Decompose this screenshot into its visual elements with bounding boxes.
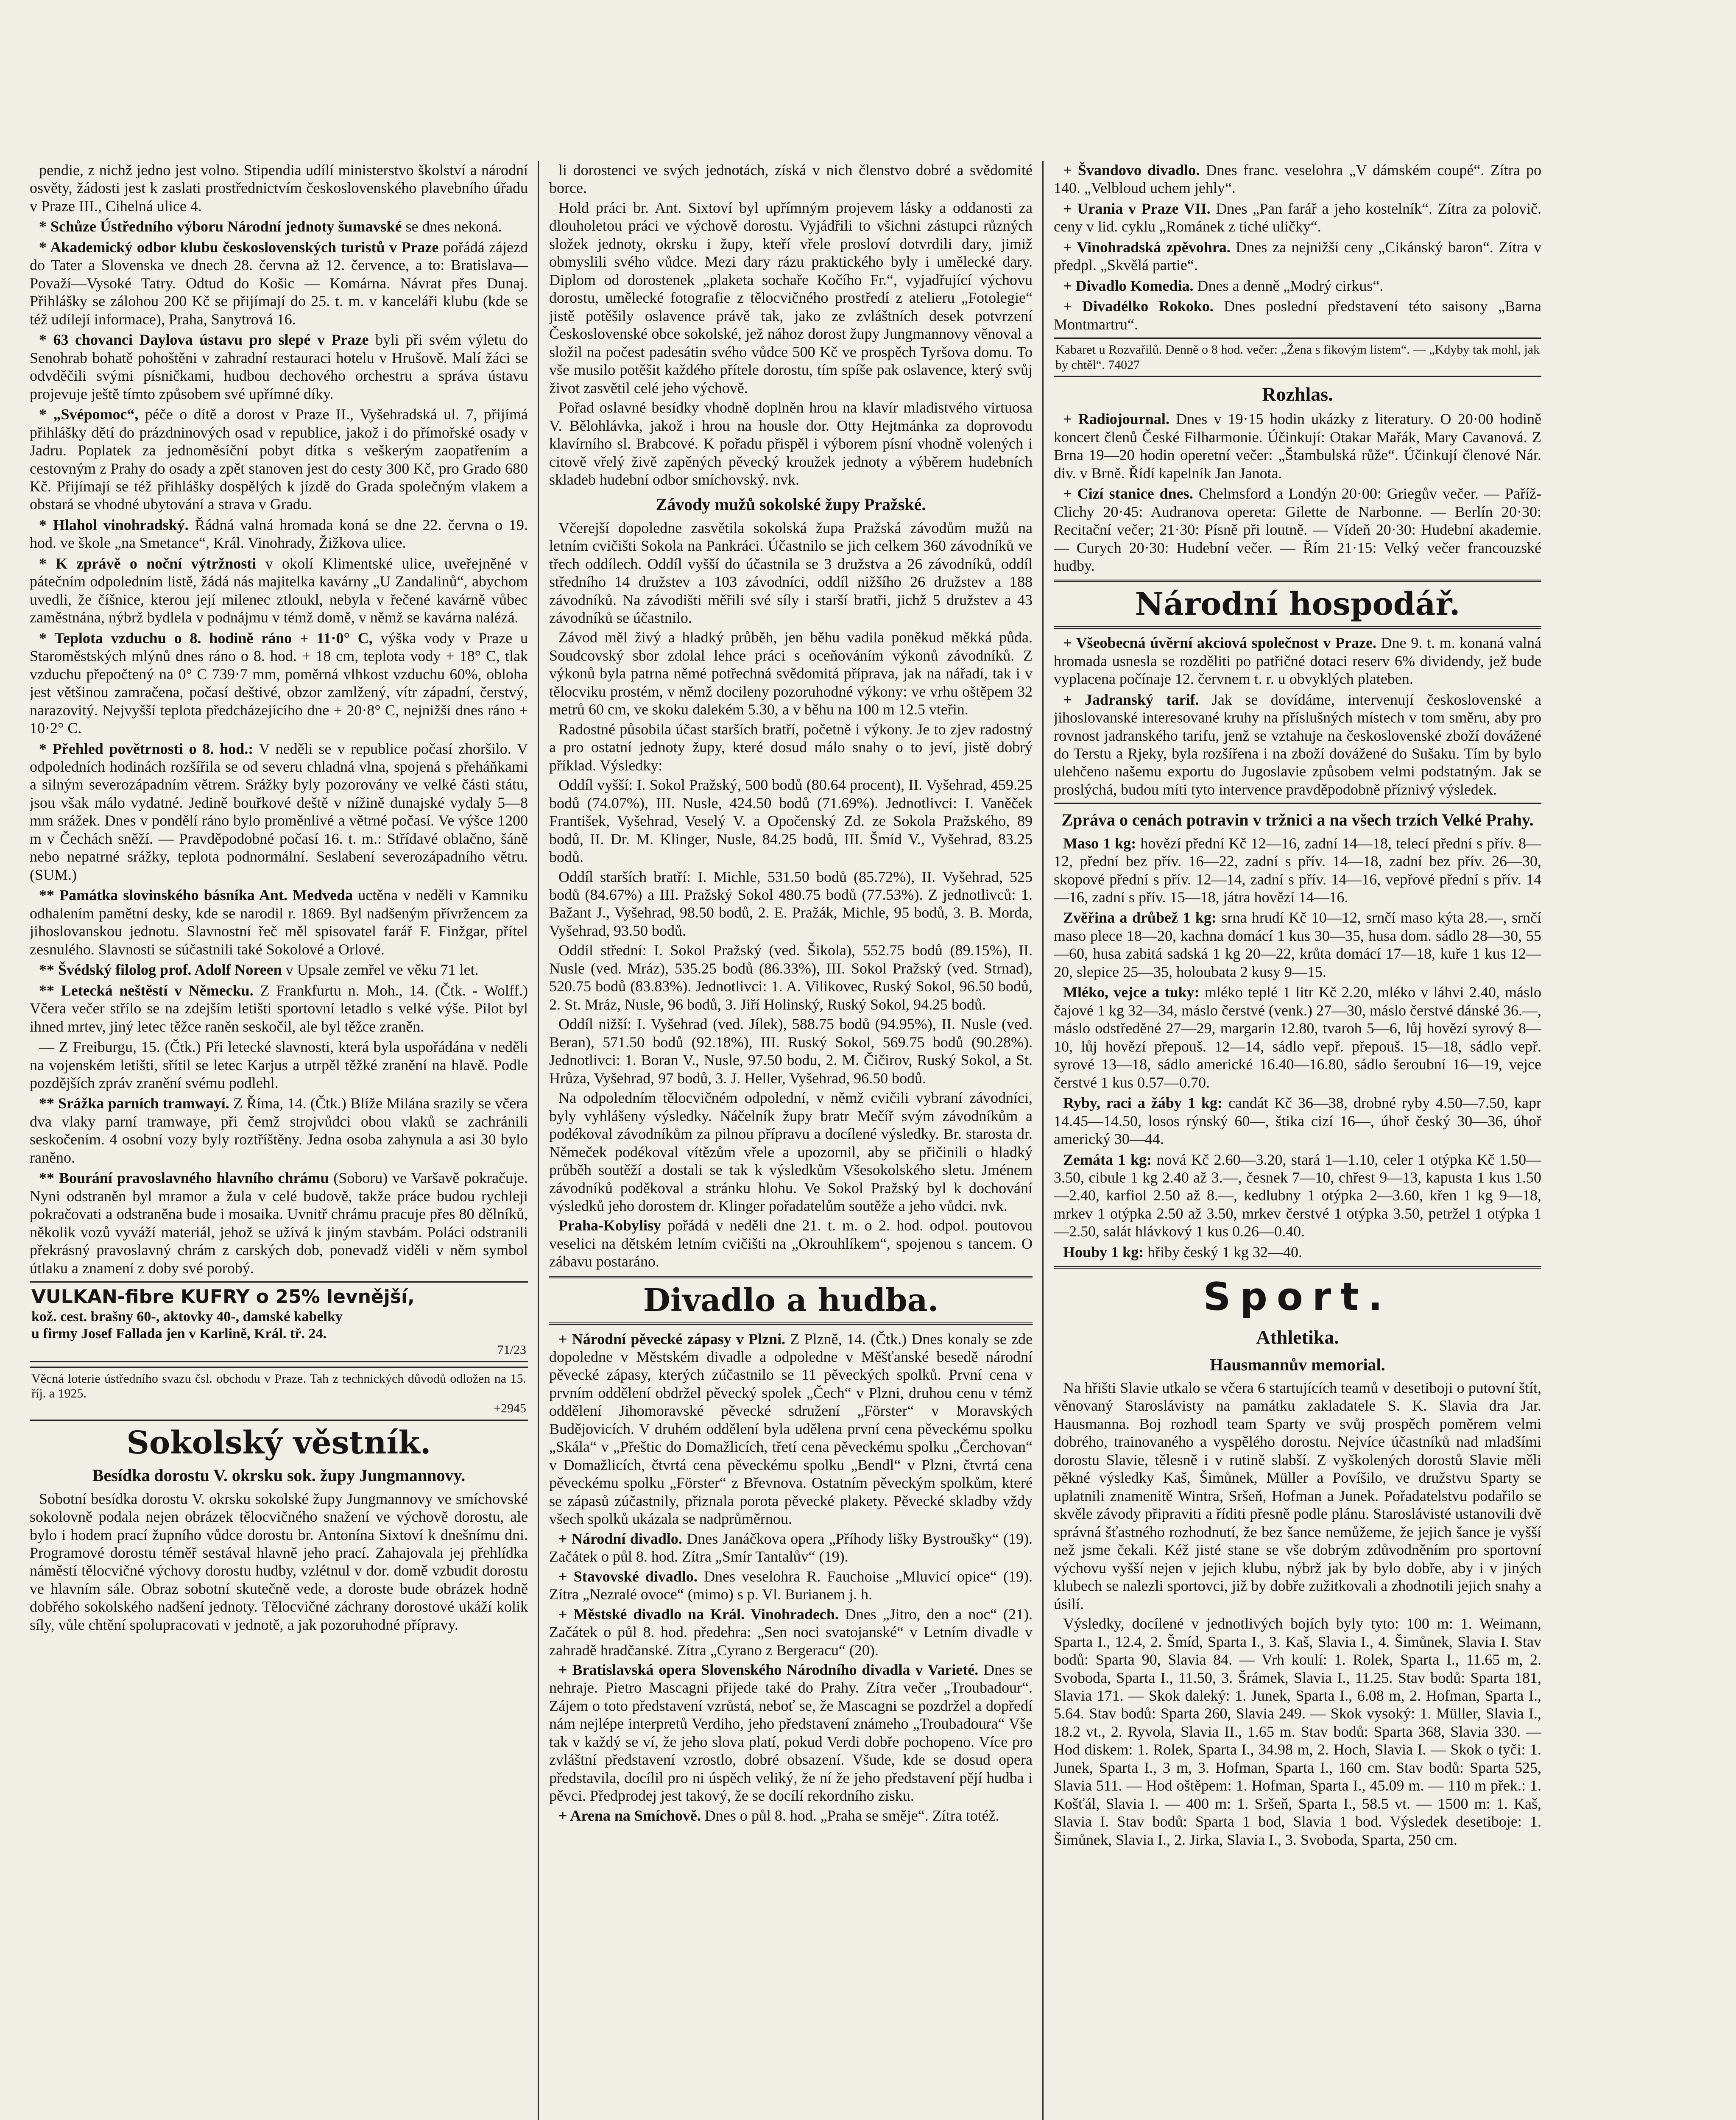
news-item	[1054, 834, 1541, 907]
economy-list	[1054, 634, 1541, 798]
theatre-item	[549, 1661, 1033, 1805]
item-lead: Stavovské divadlo.	[573, 1568, 698, 1585]
results-text: Oddíl vyšší: I. Sokol Pražský, 500 bodů (80.64 procent), II. Vyšehrad, 459.25 bodů (74.07%), III. Nusle, 424.50 bodů (71.69%). Jednotlivci: I. Vaněček František, Vyšehrad, Veselý V. a Opočenský Zd. ze Sokola Pražského, 89 bodů, II. Dr. M. Klinger, Nusle, 84.25 bodů, III. Šmíd V., Vyšehrad, 83.25 bodů.	[549, 776, 1033, 866]
news-item	[30, 331, 528, 403]
advertisement-lottery	[30, 1367, 528, 1421]
theatre-item	[549, 1807, 1033, 1824]
item-text: — Z Freiburgu, 15. (Čtk.) Při letecké slavnosti, která byla uspořádána v neděli na vojenském letišti, sřítil se letec Karjus a utrpěl těžké zranění na hlavě. Podle pozdějších zpráv zranění svému podlehl.	[30, 1038, 528, 1091]
item-lead: * Hlahol vinohradský.	[39, 516, 189, 533]
column-rule	[1042, 161, 1044, 2120]
article-text	[549, 1216, 1033, 1270]
item-lead: Národní divadlo.	[571, 1530, 682, 1547]
news-item	[1054, 691, 1541, 799]
news-items	[30, 161, 528, 1277]
news-item	[1054, 1151, 1541, 1241]
news-item	[30, 1094, 528, 1166]
item-text: Jak se dovídáme, intervenují československé a jihoslovanské interesované kruhy na příslušných místech v tom směru, aby pro rovnost jadranského tarifu, jenž se vztahuje na československé zboží dovážené do Terstu a Rjeky, byla rozšířena i na zboží dovážené do Sušaku. Tím by bylo ulehčeno našemu exportu do Jugoslavie způsobem velmi podstatným. Jak se proslýchá, budou míti tyto intervence pravděpodobně příznivý výsledek.	[1054, 691, 1541, 798]
sport-subheading: Athletika.	[1256, 1326, 1339, 1348]
news-item	[30, 238, 528, 328]
news-item	[30, 740, 528, 884]
article-text: Na hřišti Slavie utkalo se včera 6 startujících teamů v desetiboji o putovní štít, věnovaný Staroslávisty na památku zakladatele S. K. Slavia dra Jar. Hausmanna. Boj rozhodl team Sparty ve svůj prospěch poměrem velmi dobrého, trainovaného a vyspělého dorostu. Nejvíce účastníků nad mladšími dorostu Slavie, tělesně i v rutině slabší. Z vyškolených dorostů Slavie měli pěkné výsledky Kaš, Šimůnek, Müller a Povíšilo, ve družstvu Sparty se uplatnili znamenitě Wintra, Sršeň, Hofman a Junek. Pořadatelstvu podařilo se skvěle závody připraviti a říditi přesně podle plánu. Staroslávisté ustanovili dvě správná šťastného rozhodnutí, že bez šance nemůžeme, že jejich šance je vyšší než jsme čekali. Kéž jisté stane se vše dobrým zdůvodněním pro sportovní výchovu vyšší nejen v jejich klubu, nýbrž jak by bylo dobře, aby i v jiných klubech se nalezli sportovci, již by dobře zužitkovali a zhodnotili jejich snahy a úsilí.	[1054, 1379, 1541, 1612]
article-text: Včerejší dopoledne zasvětila sokolská župa Pražská závodům mužů na letním cvičišti Sokola na Pankráci. Účastnilo se jich celkem 360 závodníků ve třech oddílech. Oddíl vyšší do účastnila se 3 družstva a 26 závodníků, oddíl středního 14 družstev a 103 závodníci, oddíl nižšího 26 družstev a 188 závodníků. Na závodišti měřili své síly i starší bratři, jichž 5 družstev a 43 závodníků se účastnilo.	[549, 519, 1033, 626]
article-heading: Besídka dorostu V. okrsku sok. župy Jungmannovy.	[92, 1466, 466, 1485]
item-lead: Švandovo divadlo.	[1077, 162, 1200, 179]
item-text: Dnes a denně „Modrý cirkus“.	[1197, 277, 1384, 294]
item-lead: Ryby, raci a žáby 1 kg:	[1063, 1094, 1222, 1112]
column-rule	[538, 161, 539, 2120]
item-lead: Cizí stanice dnes.	[1077, 485, 1193, 502]
item-text: hovězí přední Kč 12—16, zadní 14—18, telecí přední s přív. 8—12, přední bez přív. 16—22, zadní s přív. 14—18, zadní bez přív. 26—30, skopové přední s přív. 12—14, zadní s přív. 14—16, vepřové přední s přív. 14—16, zadní s přív. 15—18, játra hovězí 14—16.	[1054, 834, 1541, 906]
news-item	[30, 961, 528, 979]
price-list	[1054, 834, 1541, 1261]
item-lead: Divadlo Komedia.	[1075, 277, 1194, 294]
theatre-item	[549, 1568, 1033, 1604]
news-item	[1054, 410, 1541, 482]
item-text: pořádá v neděli dne 21. t. m. o 2. hod. odpol. poutovou veselici na dětském letním cvičišti na „Okrouhlíkem“, spojenou s tancem. O zábavu postaráno.	[549, 1217, 1033, 1270]
divider	[1054, 803, 1541, 804]
article-text: Pořad oslavné besídky vhodně doplněn hrou na klavír mladistvého virtuosa V. Bělohlávka, jakož i hrou na housle dor. Otty Hejtmánka za doprovodu klavírního sl. Brabcové. K pořadu přispěl i výborem písní vhodně volených i citově vřelý živě zapěných pěvecký kroužek jednoty a výběrem hudebních skladeb hudební odbor smíchovský. nvk.	[549, 399, 1033, 488]
item-lead: Maso 1 kg:	[1063, 834, 1136, 852]
news-item	[1054, 297, 1541, 333]
item-text: Dnes o půl 8. hod. „Praha se směje“. Zítra totéž.	[704, 1807, 999, 1824]
news-item	[1054, 238, 1541, 274]
article-text: li dorostenci ve svých jednotách, získá v nich členstvo dobré a svědomité borce.	[549, 162, 1033, 197]
item-lead: Mléko, vejce a tuky:	[1063, 984, 1200, 1001]
item-lead: * K zprávě o noční výtržnosti	[39, 555, 257, 572]
item-lead: Všeobecná úvěrní akciová společnost v Praze.	[1076, 634, 1376, 652]
item-text: Z Říma, 14. (Čtk.) Blíže Milána srazily se včera dva vlaky parní tramwaye, při čemž strojvůdci obou vlaků se zachránili seskočením. 4 osobní vozy byly roztříštěny. Jedna osoba zahynula a asi 30 bylo raněno.	[30, 1095, 528, 1166]
ad-code: 71/23	[497, 1343, 526, 1357]
advertisement-cabaret	[1054, 338, 1541, 377]
item-text: srna hrudí Kč 10—12, srnčí maso kýta 28.—, srnčí maso plece 18—20, kachna domácí 1 kus 30—35, husa dom. sádlo 28—30, 55—60, husa zabitá sadská 1 kg 20—22, krůta domácí 17—18, kuře 1 kus 12—20, slepice 25—35, holoubata 2 kusy 9—15.	[1054, 909, 1541, 980]
radio-list	[1054, 410, 1541, 575]
item-text: Dnes „Pan farář a jeho kostelník“. Zítra za polovič. ceny v lid. cyklu „Románek z tiché uličky“.	[1054, 200, 1541, 235]
item-text: Z Frankfurtu n. Moh., 14. (Čtk. - Wolff.) Včera večer střílo se na zdejším letišti sportovní letadlo s velké výše. Pilot byl ihned mrtev, jiný letec těžce raněn seskočil, ale byl těžce zraněn.	[30, 982, 528, 1035]
item-text: výška vody v Praze u Staroměstských mlýnů dnes ráno o 8. hod. + 18 cm, teplota vody + 18° C, tlak vzduchu přepočtený na 0° C 739·7 mm, poměrná vlhkost vzduchu 60%, obloha jest většinou zamračena, počasí deštivé, obzor zamlžený, vítr západní, čerstvý, narazovitý. Nejvyšší teplota předcházejícího dne + 20·8° C, nejnižší dnes ráno + 10·2° C.	[30, 629, 528, 737]
item-text: Dnes poslední představení této saisony „Barna Montmartru“.	[1054, 298, 1541, 333]
theatre-item	[549, 1530, 1033, 1566]
results-text: Oddíl střední: I. Sokol Pražský (ved. Šikola), 552.75 bodů (89.15%), II. Nusle (ved. Mráz), 535.25 bodů (86.33%), III. Sokol Pražský (ved. Strnad), 520.75 bodů (83.83%). Jednotlivci: 1. A. Vilikovec, Ruský Sokol, 96.50 bodů, 2. St. Mráz, Nusle, 96 bodů, 3. Jiří Holinský, Ruský Sokol, 94.25 bodů.	[549, 942, 1033, 1013]
item-text: Dnes Janáčkova opera „Příhody lišky Bystroušky“ (19). Začátek o půl 8. hod. Zítra „Smír Tantalův“ (19).	[549, 1530, 1033, 1565]
item-text: Chelmsford a Londýn 20·00: Griegův večer. — Paříž-Clichy 20·45: Audranova opereta: Gilette de Narbonne. — Berlín 20·30: Recitační večer; 21·30: Písně při loutně. — Vídeň 20·30: Hudební akademie. — Curych 20·30: Hudební večer. — Řím 21·15: Velký večer francouzské hudby.	[1054, 485, 1541, 575]
item-lead: ** Památka slovinského básníka Ant. Medveda	[39, 887, 353, 904]
section-heading-sport: Sport.	[1203, 1275, 1392, 1319]
news-item	[1054, 277, 1541, 295]
item-lead: Houby 1 kg:	[1063, 1243, 1144, 1261]
item-lead: Arena na Smíchově.	[570, 1807, 701, 1824]
item-text: (Soboru) ve Varšavě pokračuje. Nyni odstraněn byl mramor a žula v celé budově, takže práce budou rychleji pokračovati a odstraněna bude i mosaika. Uvnitř chrámu pracuje přes 80 dělníků, několik vozů vyváží materiál, jehož se užívá k jiným stavbám. Poláci odstranili překrásný pravoslavný chrám z carských dob, ponevadž viděli v něm symbol útlaku a znamení z doby své porobý.	[30, 1169, 528, 1277]
item-lead: * Akademický odbor klubu československých turistů v Praze	[39, 238, 439, 256]
item-text: v okolí Klimentské ulice, uveřejněné v pátečním odpoledním listě, žádá nás majitelka kavárny „U Zandalinů“, abychom uvedli, že číšnice, kterou její milenec ztloukl, nebyla v řečené kavárně vůbec zaměstnána, nýbrž bydlela v podnájmu v témž domě, v němž se kavárna nalézá.	[30, 555, 528, 626]
item-text: candát Kč 36—38, drobné ryby 4.50—7.50, kapr 14.45—14.50, losos rýnský 60—, štika cizí 16—, úhoř český 30—36, úhoř americký 30—44.	[1054, 1094, 1541, 1148]
section-heading-sokol: Sokolský věstník.	[126, 1424, 431, 1461]
item-lead: ** Srážka parních tramwayí.	[39, 1095, 229, 1112]
news-item	[30, 516, 528, 552]
section-heading-rozhlas: Rozhlas.	[1262, 383, 1333, 405]
item-lead: * Přehled povětrnosti o 8. hod.:	[39, 740, 254, 757]
article-text: Hold práci br. Ant. Sixtoví byl upřímným projevem lásky a oddanosti za dlouholetou práci ve výchově dorostu. Vyjádřili to všichni zástupci různých složek jednoty, okrsku i župy, kteří vřele prosloví dotvrdili dary, jimiž obmyslili svého vůdce. Mezi dary rázu praktického byly i umělecké dary. Diplom od dorostenek „plaketa sochaře Kočího Fr.“, vyjadřující výchovu dorostu, umělecké fotografie z tělocvičného prostředí z atelieru „Fotolegie“ jistě potěšily oslavence právě tak, jako ze zvláštních desek potvrzení Československé obce sokolské, jež nához dorost župy Jungmannovy věnoval a složil na počest padesátin svého vůdce 500 Kč ve prospěch Tyršova domu. To vše musilo potěšit každého přítele dorostu, tím spíše pak oslavence, který svůj život zasvětil celé jeho výchově.	[549, 199, 1033, 396]
news-item	[30, 218, 528, 235]
news-item	[30, 161, 528, 215]
item-text: pořádá zájezd do Tater a Slovenska ve dnech 28. června až 12. července, a to: Bratislava—Považí—Vysoké Tatry. Odtud do Košic — Komárna. Návrat přes Dunaj. Přihlášky se zálohou 200 Kč se přijímají do 25. t. m. v kanceláři klubu (kde se též udílejí informace), Praha, Sanytrová 16.	[30, 238, 528, 328]
advertisement-vulkan	[30, 1281, 528, 1362]
item-text: hřiby český 1 kg 32—40.	[1147, 1243, 1303, 1261]
item-text: Dne 9. t. m. konaná valná hromada usnesla se rozděliti po patřičné dotaci reserv 6% dividendy, jež bude vyplacena počínaje 12. červnem t. r. u obvyklých plateben.	[1054, 634, 1541, 688]
item-lead: ** Letecká neštěstí v Německu.	[39, 982, 254, 999]
theatre-item	[549, 1605, 1033, 1659]
column-left	[30, 161, 528, 2120]
section-heading-theatre: Divadlo a hudba.	[643, 1282, 939, 1319]
item-lead: Praha-Kobylisy	[558, 1217, 661, 1234]
news-item	[1054, 1243, 1541, 1261]
article-heading: Závody mužů sokolské župy Pražské.	[656, 495, 926, 514]
article-text: Radostné působila účast starších bratří, početně i výkony. Je to zjev radostný a pro ostatní jednoty župy, které dosud málo snahy o to jeví, jistě dobrý příklad. Výsledky:	[549, 720, 1033, 774]
item-lead: Zemáta 1 kg:	[1063, 1151, 1152, 1168]
item-lead: Bratislavská opera Slovenského Národního divadla v Varieté.	[572, 1661, 979, 1678]
item-lead: ** Švédský filolog prof. Adolf Noreen	[39, 961, 282, 979]
item-lead: ** Bourání pravoslavného hlavního chrámu	[39, 1169, 329, 1187]
item-text: V neděli se v republice počasí zhoršilo. V odpoledních hodinách rozšířila se od severu chladná vlna, spojená s přeháňkami a silným severozápadním větrem. Srážky byly pozorovány ve velké části státu, jsou však málo vydatné. Jedině bouřkové deště v nížině dunajské vydaly 5—8 mm srážek. Dnes v pondělí ráno bylo proměnlivé a větrné počasí. Ve výšce 1200 m v Čechách sněží. — Pravděpodobné počasí 16. t. m.: Střídavé oblačno, šáně nebo nepatrné srážky, teplota podnormální. Seslabení severozápadního větru. (SUM.)	[30, 740, 528, 883]
news-item	[30, 886, 528, 958]
divider	[549, 1322, 1033, 1325]
divider	[549, 1276, 1033, 1278]
item-lead: Jadranský tarif.	[1084, 691, 1199, 708]
article-text: Sobotní besídka dorostu V. okrsku sokolské župy Jungmannovy ve smíchovské sokolovně podala nejen obrázek tělocvičného snažení ve výchově dorostu, ale bylo i hodem prací župního vůdce dorostu br. Antonína Sixtoví k dnešnímu dni. Programové dorostu téměř sestával hlavně jeho prací. Zahajovala jej přehlídka náměstí tělocvičné výchovy dorostu hudby, vzlétnul v dor. domě vzbudit dorostu ve hlavním sále. Obraz sobotní skutečně vede, a doroste bude obrázek hodně dobřého sokolského nadšení jednoty. Tělocvičné záchrany dorostové ukáží kolik síly, vůle chtění spolupracovati v jednotě, a jak pozoruhodné přípravy.	[30, 1490, 528, 1633]
article-text: Závod měl živý a hladký průběh, jen běhu vadila poněkud měkká půda. Soudcovský sbor zdolal lehce práci s oceňováním výkonů závodníků. Z výkonů byla patrna němé potřechná svědomitá příprava, jak na nářadí, tak i v tělocviku prostém, v němž docileny pozoruhodné výkony: ve vrhu oštěpem 32 metrů 60 cm, ve skoku dalekém 5.30, a v běhu na 100 m 12.5 vteřin.	[549, 629, 1033, 718]
column-right	[1054, 161, 1541, 2120]
item-text: Dnes se nehraje. Pietro Mascagni přijede také do Prahy. Zítra večer „Troubadour“. Zájem o toto představení vzrůstá, neboť se, že Mascagni se pozdržel a dopředí nám nejlépe interpretů Verdiho, jeho představení známeho „Troubadoura“ Vše tak v každý se ví, že jeho slova platí, pokud Verdi dobře pochopeno. Více pro zvláštní představení vzrostlo, dobré obsazení. Všude, kde se dosud opera představila, docílil pro ni úspěch veliký, že ní že jeho představení pějí hudba i pěvci. Předprodej jest takový, že se docílí rekordního zisku.	[549, 1661, 1033, 1805]
news-item	[1054, 909, 1541, 981]
news-item	[30, 629, 528, 737]
ad-line: u firmy Josef Fallada jen v Karlině, Král. tř. 24.	[31, 1326, 327, 1342]
divider	[1054, 580, 1541, 582]
results-text: Oddíl nižší: I. Vyšehrad (ved. Jílek), 588.75 bodů (94.95%), II. Nusle (ved. Beran), 571.50 bodů (92.18%), III. Ruský Sokol, 569.75 bodů (90.28%). Jednotlivci: 1. Boran V., Nusle, 97.50 bodu, 2. M. Čičirov, Ruský Sokol, a St. Hrůza, Vyšehrad, 97 bodů, 3. J. Heller, Vyšehrad, 96.50 bodů.	[549, 1015, 1033, 1087]
article-text: Na odpoledním tělocvičném odpolední, v němž cvičili vybraní závodníci, byly vyhlášeny výsledky. Náčelník župy bratr Mečíř svým závodníkům a podékoval závodníkům za pilnou přípravu a docílené výsledky. Br. starosta dr. Němeček podékoval vítězům vřele a upozornil, aby se přičinili o hladký průběh soutěží a dostali se tak k výsledkům Všesokolského sletu. Jménem závodníků poděkoval a stránku hlohu. Ve Sokol Pražský byl k dochování výsledků jeho dorostem dr. Klinger pořadatelům soutěže a jeho vůdci. nvk.	[549, 1089, 1033, 1214]
results-text: Výsledky, docílené v jednotlivých bojích byly tyto: 100 m: 1. Weimann, Sparta I., 12.4, 2. Šmíd, Sparta I., 3. Kaš, Slavia I., 4. Šimůnek, Slavia I. Stav bodů: Sparta 90, Slavia 84. — Vrh koulí: 1. Rolek, Sparta I., 11.65 m, 2. Svoboda, Sparta I., 11.50, 3. Šrámek, Slavia I., 11.25. Stav bodů: Sparta 181, Slavia 171. — Skok daleký: 1. Junek, Sparta I., 6.08 m, 2. Hofman, Sparta I., 5.64. Stav bodů: Sparta 260, Slavia 249. — Skok vysoký: 1. Müller, Slavia I., 18.2 vt., 2. Ryvola, Slavia II., 1.65 m. Stav bodů: Sparta 368, Slavia 330. — Hod diskem: 1. Rolek, Sparta I., 34.98 m, 2. Hoch, Slavia I. — Skok o tyči: 1. Junek, Sparta I., 3 m, 3. Hofman, Sparta I., 160 cm. Stav bodů: Sparta 525, Slavia 511. — Hod oštěpem: 1. Hofman, Sparta I., 45.09 m. — 110 m přek.: 1. Košťál, Slavia I. — 400 m: 1. Sršeň, Sparta I., 58.5 vt. — 1500 m: 1. Kaš, Slavia I. Stav bodů: Sparta 1 bod, Slavia 1 bod. Výsledek desetiboje: 1. Šimůnek, Slavia I., 2. Jirka, Slavia I., 3. Svoboda, Sparta, 250 cm.	[1054, 1615, 1541, 1848]
item-text: Dnes franc. veselohra „V dámském coupé“. Zítra po 140. „Velbloud uchem jehly“.	[1054, 162, 1541, 197]
article-heading: Hausmannův memorial.	[1210, 1355, 1385, 1374]
item-lead: Urania v Praze VII.	[1077, 200, 1211, 217]
news-item	[30, 982, 528, 1035]
item-text: Dnes za nejnižší ceny „Cikánský baron“. Zítra v předpl. „Skvělá partie“.	[1054, 238, 1541, 274]
item-text: Z Plzně, 14. (Čtk.) Dnes konaly se zde dopoledne v Městském divadle a odpoledne v Měšťanské besedě národní pěvecké zápasy, kterých zúčastnilo se 11 pěveckých spolků. První cena v prvním oddělení obdržel pěvecký spolek „Čech“ v Plzni, druhou cenu v témž oddělení Jihomoravské pěvecké sdružení „Förster“ v Moravských Budějovicích. V druhém oddělení byla udělena první cena pěveckému spolku „Skála“ v „Přeštic do Domažlicích, třetí cena pěveckému spolku „Čerchovan“ v Domažlicích, čtvrtá cena pěveckému spolku „Bendl“ v Plzni, čtvrtá cena pěveckému spolku „Förster“ z Břevnova. Ostatním pěveckým spolkům, které se zápasů zúčastnily, přiznala porota pěvecké plakety. Pěvecké skladby vždy všech spolků ukázala se nadprůměrnou.	[549, 1330, 1033, 1528]
results-text: Oddíl starších bratří: I. Michle, 531.50 bodů (85.72%), II. Vyšehrad, 525 bodů (84.67%) a III. Pražský Sokol 480.75 bodů (77.53%). Z jednotlivců: 1. Bažant J., Vyšehrad, 98.50 bodů, 2. E. Pražák, Michle, 95 bodů, 3. B. Morda, Vyšehrad, 93.50 bodů.	[549, 868, 1033, 939]
item-lead: Vinohradská zpěvohra.	[1077, 238, 1231, 256]
item-lead: Zvěřina a drůbež 1 kg:	[1063, 909, 1217, 926]
lottery-text: Věcná loterie ústředního svazu čsl. obchodu v Praze. Tah z technických důvodů odložen na 15. říj. a 1925.	[31, 1371, 526, 1400]
ad-line: kož. cest. brašny 60-, aktovky 40-, damské kabelky	[31, 1308, 343, 1325]
news-item	[30, 555, 528, 627]
item-text: Dnes veselohra R. Fauchoise „Mluvicí opice“ (19). Zítra „Nezralé ovoce“ (mimo) s p. Vl. Burianem j. h.	[549, 1568, 1033, 1603]
item-text: Řádná valná hromada koná se dne 22. června o 19. hod. ve škole „na Smetance“, Král. Vinohrady, Žižkova ulice.	[30, 516, 528, 552]
cabaret-text: Kabaret u Rozvařilů. Denně o 8 hod. večer: „Žena s fikovým listem“. — „Kdyby tak mohl, jak by chtěl“.	[1055, 343, 1540, 372]
item-text: mléko teplé 1 litr Kč 2.20, mléko v láhvi 2.40, máslo čajové 1 kg 32—34, máslo čerstvé (venk.) 27—30, máslo čerstvé dánské 36.—, máslo odstředěné 27—29, margarin 12.80, tvaroh 5—6, lůj hovězí syrový 8—10, lůj hovězí přepouš. 12—14, sádlo vepř. přepouš. 15—18, sádlo vepř. syrové 13—18, sádlo americké 16.40—16.80, sádlo šeroubní 16—19, vejce čerstvé 1 kus 0.57—0.70.	[1054, 984, 1541, 1091]
news-item	[1054, 485, 1541, 575]
news-item	[1054, 1094, 1541, 1148]
item-lead: * „Svépomoc“,	[39, 406, 139, 423]
item-text: pendie, z nichž jedno jest volno. Stipendia udílí ministerstvo školství a národní osvěty, žádosti jest k zaslati prostřednictvím československého plavebního úřadu v Praze III., Cihelná ulice 4.	[30, 162, 528, 215]
item-lead: * 63 chovanci Daylova ústavu pro slepé v Praze	[39, 331, 369, 349]
item-lead: Národní pěvecké zápasy v Plzni.	[572, 1330, 786, 1347]
lottery-code: +2945	[494, 1401, 526, 1416]
news-item	[1054, 161, 1541, 197]
theatre-list	[1054, 161, 1541, 333]
news-item	[1054, 983, 1541, 1091]
item-text: v Upsale zemřel ve věku 71 let.	[285, 961, 479, 979]
news-item	[30, 1169, 528, 1277]
item-lead: Divadélko Rokoko.	[1082, 298, 1214, 315]
item-text: Dnes „Jitro, den a noc“ (21). Začátek o půl 8. hod. předehra: „Sen noci svatojanské“ v Letním divadle v zahradě hradčanské. Zítra „Cyrano z Bergeracu“ (20).	[549, 1605, 1033, 1659]
item-lead: * Teplota vzduchu o 8. hodině ráno + 11·0° C,	[39, 629, 373, 647]
item-text: péče o dítě a dorost v Praze II., Vyšehradská ul. 7, přijímá přihlášky dětí do prázdninových osad v republice, jakož i do přímořské osady v Jadru. Poplatek za jednoměsíční pobyt dítka s veškerým zaopatřením a cestovným z Prahy do osady a zpět stanoven jest do cesty 300 Kč, pro Grado 680 Kč. Přijímají se též přihlášky dospělých k jízdě do Grada společným vlakem a obstará se vhodné ubytování a strava v Gradu.	[30, 406, 528, 513]
column-middle	[549, 161, 1033, 2120]
news-item	[30, 405, 528, 513]
divider	[1054, 1266, 1541, 1269]
item-text: uctěna v neděli v Kamniku odhalením pamětní desky, kde se narodil r. 1869. Byl nadšeným přívržencem za jihoslovanskou jednotu. Slavnostní řeč měl spisovatel farář F. Finžgar, přítel zesnulého. Slavnosti se súčastnili také Sokolové a Orlové.	[30, 887, 528, 958]
cabaret-code: 74027	[1108, 357, 1140, 372]
item-lead: Městské divadlo na Král. Vinohradech.	[573, 1605, 839, 1623]
item-text: se dnes nekoná.	[405, 218, 502, 235]
ad-line: VULKAN-fibre KUFRY o 25% levnější,	[31, 1286, 415, 1308]
section-heading-economy: Národní hospodář.	[1135, 586, 1460, 623]
theatre-item	[549, 1330, 1033, 1528]
divider	[1054, 626, 1541, 629]
item-lead: Radiojournal.	[1078, 410, 1169, 428]
item-text: byli při svém výletu do Senohrab bohatě pohoštěni v zahradní restauraci hotelu v Hrušově. Malí žáci se odvděčili svými písničkami, hudbou dechového orchestru a správa ústavu projevuje ještě tímto způsobem své upřímné díky.	[30, 331, 528, 402]
item-lead: * Schůze Ústředního výboru Národní jednoty šumavské	[39, 218, 402, 235]
news-item	[1054, 200, 1541, 236]
news-item	[30, 1038, 528, 1092]
item-text: nová Kč 2.60—3.20, stará 1—1.10, celer 1 otýpka Kč 1.50—3.50, cibule 1 kg 2.40 až 3.—, česnek 7—10, chřest 9—13, kapusta 1 kus 1.50—2.40, karfiol 2.50 až 8.—, kedlubny 1 otýpka 2—3.60, křen 1 kg 9—18, mrkev 1 otýpka 2.50 až 3.50, mrkev čerstvé 1 otýpka 3.50, petržel 1 otýpka 1—2.50, salát hlávkový 1 kus 0.26—0.40.	[1054, 1151, 1541, 1240]
news-item	[1054, 634, 1541, 688]
item-text: Dnes v 19·15 hodin ukázky z literatury. O 20·00 hodině koncert členů České Filharmonie. Účinkují: Otakar Mařák, Mary Cavanová. Z Brna 19—20 hodin operetní večer: „Štambulská růže“. Účinkují členové Nár. div. v Brně. Řídí kapelník Jan Janota.	[1054, 410, 1541, 482]
article-heading: Zpráva o cenách potravin v tržnici a na všech trzích Velké Prahy.	[1061, 810, 1534, 830]
